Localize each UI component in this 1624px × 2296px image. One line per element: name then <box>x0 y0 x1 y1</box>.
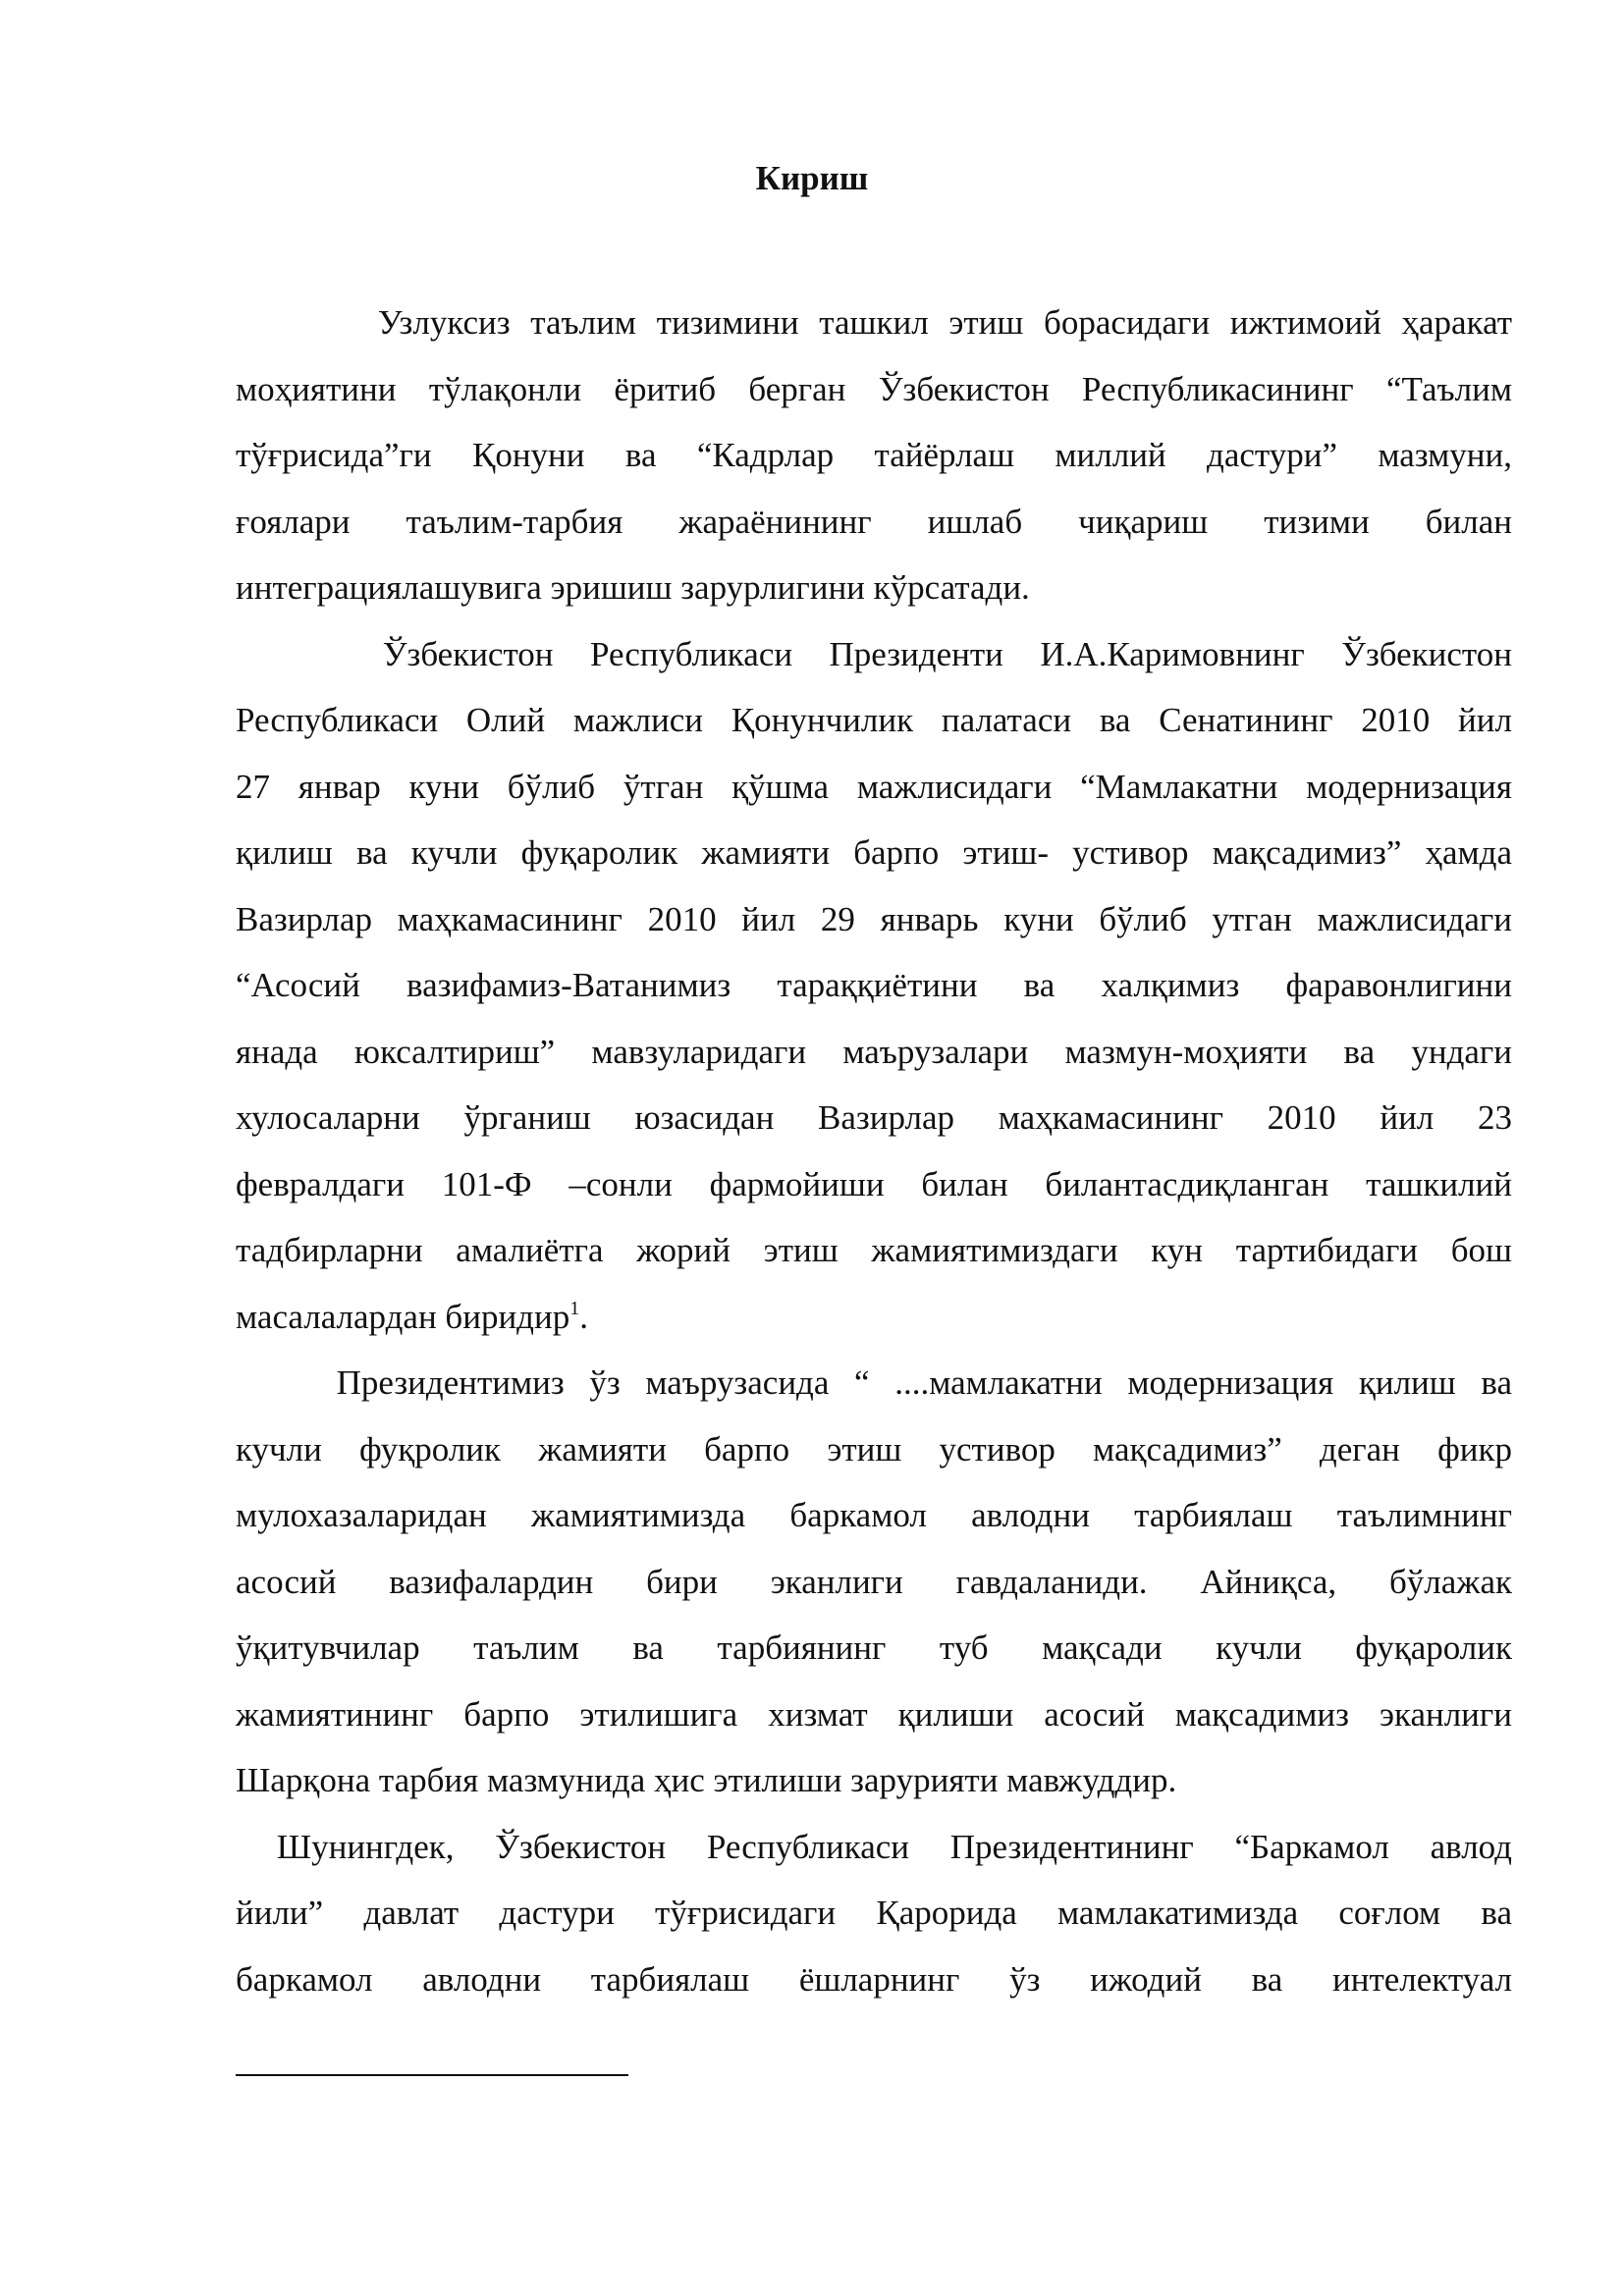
paragraph-4 <box>236 1814 1512 2013</box>
paragraph-line: ғоялари таълим-тарбия жараёнининг ишлаб чиқариш тизими билан <box>236 502 1512 541</box>
paragraph-line: хулосаларни ўрганиш юзасидан Вазирлар маҳкамасининг 2010 йил 23 <box>236 1098 1512 1137</box>
paragraph-line: Узлуксиз таълим тизимини ташкил этиш борасидаги ижтимоий ҳаракат <box>236 303 1512 342</box>
paragraph-line: февралдаги 101-Ф –сонли фармойиши билан билантасдиқланган ташкилий <box>236 1164 1512 1203</box>
paragraph-line: “Асосий вазифамиз-Ватанимиз тараққиётини ва халқимиз фаравонлигини <box>236 966 1512 1004</box>
paragraph-3 <box>236 1350 1512 1814</box>
paragraph-last-line <box>236 1284 1512 1351</box>
paragraph-line: Ўзбекистон Республикаси Президенти И.А.Каримовнинг Ўзбекистон <box>236 634 1512 673</box>
paragraph-line: мулохазаларидан жамиятимизда баркамол авлодни тарбиялаш таълимнинг <box>236 1496 1512 1534</box>
paragraph-line: жамиятининг барпо этилишига хизмат қилиши асосий мақсадимиз эканлиги <box>236 1694 1512 1734</box>
document-body <box>236 290 1512 2012</box>
footnote-separator <box>236 2074 628 2076</box>
paragraph-line: қилиш ва кучли фуқаролик жамияти барпо этиш- устивор мақсадимиз” ҳамда <box>236 833 1512 872</box>
paragraph-line: 27 январ куни бўлиб ўтган қўшма мажлисидаги “Мамлакатни модернизация <box>236 767 1512 806</box>
footnote-reference[interactable]: 1 <box>569 1297 580 1319</box>
paragraph-line: Президентимиз ўз маърузасида “ ....мамлакатни модернизация қилиш ва <box>236 1363 1512 1402</box>
paragraph-1 <box>236 290 1512 621</box>
paragraph-line: янада юксалтириш” мавзуларидаги маърузалари мазмун-моҳияти ва ундаги <box>236 1032 1512 1071</box>
paragraph-line: моҳиятини тўлақонли ёритиб берган Ўзбекистон Республикасининг “Таълим <box>236 369 1512 408</box>
paragraph-line: тадбирларни амалиётга жорий этиш жамиятимиздаги кун тартибидаги бош <box>236 1231 1512 1269</box>
paragraph-line: йили” давлат дастури тўғрисидаги Қарорида мамлакатимизда соғлом ва <box>236 1894 1512 1932</box>
paragraph-line: интеграциялашувига эришиш зарурлигини кўрсатади. <box>236 568 1030 607</box>
paragraph-line: Шарқона тарбия мазмунида ҳис этилиши зарурияти мавжуддир. <box>236 1761 1177 1799</box>
paragraph-line: Шунингдек, Ўзбекистон Республикаси Президентининг “Баркамол авлод <box>236 1827 1512 1866</box>
paragraph-line: асосий вазифалардин бири эканлиги гавдаланиди. Айниқса, бўлажак <box>236 1562 1512 1601</box>
document-title: Кириш <box>755 159 869 197</box>
paragraph-line: Вазирлар маҳкамасининг 2010 йил 29 январь куни бўлиб утган мажлисидаги <box>236 899 1512 938</box>
paragraph-line: кучли фуқролик жамияти барпо этиш устивор мақсадимиз” деган фикр <box>236 1429 1512 1468</box>
paragraph-line: баркамол авлодни тарбиялаш ёшларнинг ўз ижодий ва интелектуал <box>236 1959 1512 1999</box>
paragraph-line: Республикаси Олий мажлиси Қонунчилик палатаси ва Сенатининг 2010 йил <box>236 701 1512 739</box>
sentence-end: . <box>579 1297 588 1336</box>
paragraph-line: масалалардан биридир <box>236 1297 570 1336</box>
paragraph-line: ўқитувчилар таълим ва тарбиянинг туб мақсади кучли фуқаролик <box>236 1629 1512 1667</box>
paragraph-2 <box>236 621 1512 1351</box>
paragraph-line: тўғрисида”ги Қонуни ва “Кадрлар тайёрлаш миллий дастури” мазмуни, <box>236 436 1512 474</box>
